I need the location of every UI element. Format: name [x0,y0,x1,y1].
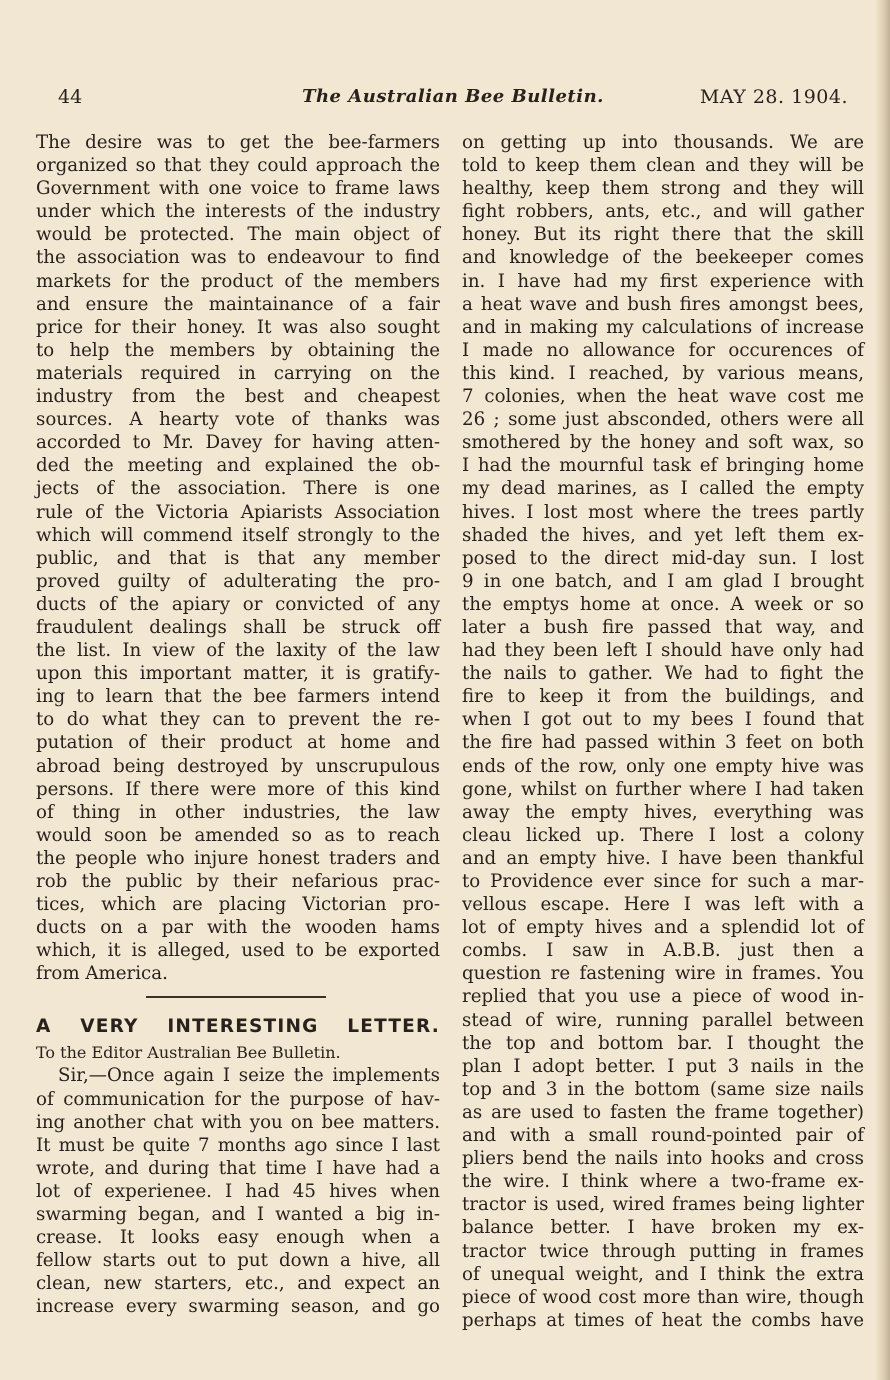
text-line: fellow starts out to put down a hive, all [36,1250,440,1272]
text-line: this kind. I reached, by various means, [462,362,864,384]
text-line: cleau licked up. There I lost a colony [462,824,864,846]
text-line: and an empty hive. I have been thankful [462,847,864,869]
text-line: question re fastening wire in frames. You [462,963,864,985]
text-line: and ensure the maintainance of a fair [36,293,440,315]
text-line: fraudulent dealings shall be struck off [36,616,440,638]
page-header [58,86,848,112]
page-number: 44 [58,86,83,108]
text-line: materials required in carrying on the [36,362,440,384]
letter-body [36,1064,440,1318]
text-line: the association was to endeavour to find [36,247,440,269]
text-line: the list. In view of the laxity of the law [36,640,440,662]
text-line: healthy, keep them strong and they will [462,178,864,200]
text-line: ing to learn that the bee farmers intend [36,686,440,708]
text-line: the emptys home at once. A week or so [462,593,864,615]
text-line: from America. [36,963,168,985]
text-line: jects of the association. There is one [36,478,440,500]
text-line: clean, new starters, etc., and expect an [36,1273,440,1295]
text-line: smothered by the honey and soft wax, so [462,432,864,454]
article-continuation [36,131,440,985]
text-line: The desire was to get the bee-farmers [36,132,440,153]
text-line: upon this important matter, it is gratify- [36,663,440,685]
text-line: 7 colonies, when the heat wave cost me [462,386,864,408]
letter-recipient: To the Editor Australian Bee Bulletin. [36,1043,341,1063]
text-line: ducts of the apiary or convicted of any [36,593,440,615]
text-line: pliers bend the nails into hooks and cross [462,1148,864,1170]
text-line: a heat wave and bush fires amongst bees, [462,293,864,315]
text-line: tractor twice through putting in frames [462,1240,864,1262]
publication-title: The Australian Bee Bulletin. [302,86,604,107]
text-line: 9 in one batch, and I am glad I brought [462,570,864,592]
text-line: rob the public by their nefarious prac- [36,871,440,892]
text-line: vellous escape. Here I was left with a [462,894,864,916]
text-line: away the empty hives, everything was [462,801,864,823]
text-line: and in making my calculations of increase [462,316,864,338]
text-line: markets for the product of the members [36,270,440,292]
text-line: crease. It looks easy enough when a [36,1227,440,1249]
text-line: industry from the best and cheapest [36,386,440,408]
right-column [462,131,864,1332]
text-line: organized so that they could approach the [36,155,440,177]
text-line: persons. If there were more of this kind [36,778,440,800]
text-line: sources. A hearty vote of thanks was [36,409,440,431]
text-line: piece of wood cost more than wire, though [462,1286,864,1308]
text-line: fight robbers, ants, etc., and will gather [462,201,864,223]
text-line: lot of empty hives and a splendid lot of [462,917,864,939]
text-line: 26 ; some just absconded, others were all [462,409,864,431]
text-line: swarming began, and I wanted a big in- [36,1204,440,1226]
text-line: the fire had passed within 3 feet on both [462,732,864,754]
text-line: under which the interests of the industry [36,201,440,223]
text-line: posed to the direct mid-day sun. I lost [462,547,864,569]
text-line: abroad being destroyed by unscrupulous [36,755,440,777]
text-line: ded the meeting and explained the ob- [36,455,440,477]
left-column [36,131,440,1319]
text-line: ing another chat with you on bee matters. [36,1111,440,1133]
text-line: plan I adopt better. I put 3 nails in the [462,1055,864,1077]
text-line: of unequal weight, and I think the extra [462,1263,864,1285]
text-line: when I got out to my bees I found that [462,709,864,731]
text-line: putation of their product at home and [36,732,440,754]
text-line: in. I have had my first experience with [462,270,864,292]
text-line: and with a small round-pointed pair of [462,1125,864,1147]
text-line: price for their honey. It was also sought [36,316,440,338]
text-line: had they been left I should have only had [462,640,864,662]
text-line: replied that you use a piece of wood in- [462,986,864,1008]
text-line: to help the members by obtaining the [36,339,440,361]
text-line: tices, which are placing Victorian pro- [36,894,440,916]
text-line: my dead marines, as I called the empty [462,478,864,500]
letter-heading: A VERY INTERESTING LETTER. [36,1016,440,1038]
section-divider [36,985,440,1012]
text-line: which, it is alleged, used to be exported [36,940,440,962]
text-line: top and 3 in the bottom (same size nails [462,1078,864,1100]
text-line: accorded to Mr. Davey for having atten- [36,432,440,454]
text-line: told to keep them clean and they will be [462,155,864,177]
text-line: to do what they can to prevent the re- [36,709,440,731]
text-line: the wire. I think where a two-frame ex- [462,1171,864,1193]
text-line: on getting up into thousands. We are [462,132,864,153]
text-line: fire to keep it from the buildings, and [462,686,864,708]
text-line: hives. I lost most where the trees partly [462,501,864,523]
text-line: shaded the hives, and yet left them ex- [462,524,864,546]
text-line: tractor is used, wired frames being lighter [462,1194,864,1216]
text-line: of thing in other industries, the law [36,801,440,823]
text-line: I made no allowance for occurences of [462,339,864,361]
text-line: rule of the Victoria Apiarists Association [36,501,440,523]
text-line: as are used to fasten the frame together) [462,1101,864,1123]
text-line: would soon be amended so as to reach [36,824,440,846]
text-line: Sir,—Once again I seize the implements [58,1065,440,1087]
text-line: to Providence ever since for such a mar- [462,871,864,892]
text-line: lot of experienee. I had 45 hives when [36,1180,440,1202]
text-line: I had the mournful task ef bringing home [462,455,864,477]
text-line: ends of the row, only one empty hive was [462,755,864,777]
text-line: perhaps at times of heat the combs have [462,1309,864,1331]
text-line: of communication for the purpose of hav- [36,1088,440,1110]
text-line: stead of wire, running parallel between [462,1009,864,1031]
text-line: ducts on a par with the wooden hams [36,917,440,939]
page-edge [876,0,890,1380]
text-line: Government with one voice to frame laws [36,178,440,200]
text-line: later a bush fire passed that way, and [462,616,864,638]
text-line: combs. I saw in A.B.B. just then a [462,940,864,962]
text-line: honey. But its right there that the skill [462,224,864,246]
text-line: balance better. I have broken my ex- [462,1217,864,1239]
issue-date: MAY 28. 1904. [699,86,848,108]
text-line: proved guilty of adulterating the pro- [36,570,440,592]
text-line: the top and bottom bar. I thought the [462,1032,864,1054]
text-line: the people who injure honest traders and [36,847,440,869]
letter-body-continued [462,131,864,1332]
text-line: would be protected. The main object of [36,224,440,246]
text-line: increase every swarming season, and go [36,1296,440,1318]
text-line: It must be quite 7 months ago since I last [36,1134,440,1156]
text-line: and knowledge of the beekeeper comes [462,247,864,269]
text-line: which will commend itself strongly to the [36,524,440,546]
text-line: the nails to gather. We had to fight the [462,663,864,685]
text-line: public, and that is that any member [36,547,440,569]
text-line: wrote, and during that time I have had a [36,1157,440,1179]
text-line: gone, whilst on further where I had taken [462,778,864,800]
